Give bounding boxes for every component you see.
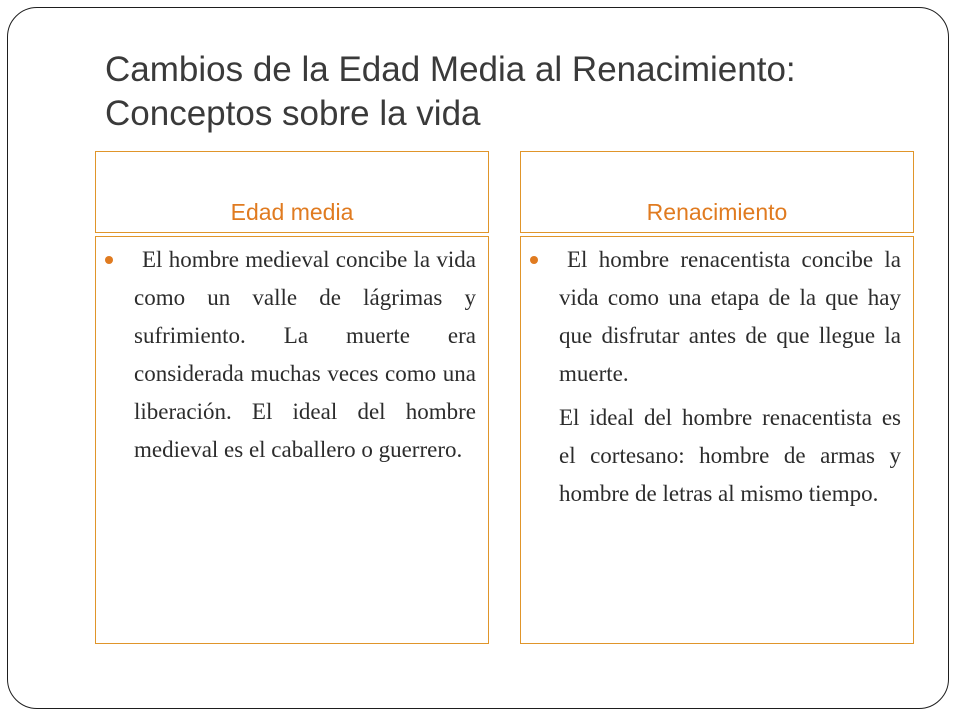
column-header-label: Edad media (230, 199, 354, 225)
body-paragraph (559, 399, 901, 513)
slide-title (105, 48, 905, 136)
column-body-edad-media (95, 236, 489, 644)
slide-title-line1: Cambios de la Edad Media al Renacimiento: (105, 50, 796, 89)
bullet-item (134, 241, 476, 469)
paragraph-text: El ideal del hombre renacentista es el cortesano: hombre de armas y hombre de letras al mismo tiempo. (559, 405, 901, 506)
column-header-edad-media (95, 151, 489, 233)
bullet-icon (530, 256, 538, 264)
column-header-renacimiento (520, 151, 914, 233)
bullet-text: El hombre renacentista concibe la vida como una etapa de la que hay que disfrutar antes de que llegue la muerte. (559, 247, 901, 386)
slide-title-line2: Conceptos sobre la vida (105, 94, 481, 133)
bullet-text: El hombre medieval concibe la vida como un valle de lágrimas y sufrimiento. La muerte era considerada muchas veces como una liberación. El ideal del hombre medieval es el caballero o guerrero. (134, 247, 476, 462)
column-header-label: Renacimiento (646, 199, 788, 225)
bullet-item (559, 241, 901, 393)
column-body-renacimiento (520, 236, 914, 644)
bullet-icon (105, 256, 113, 264)
